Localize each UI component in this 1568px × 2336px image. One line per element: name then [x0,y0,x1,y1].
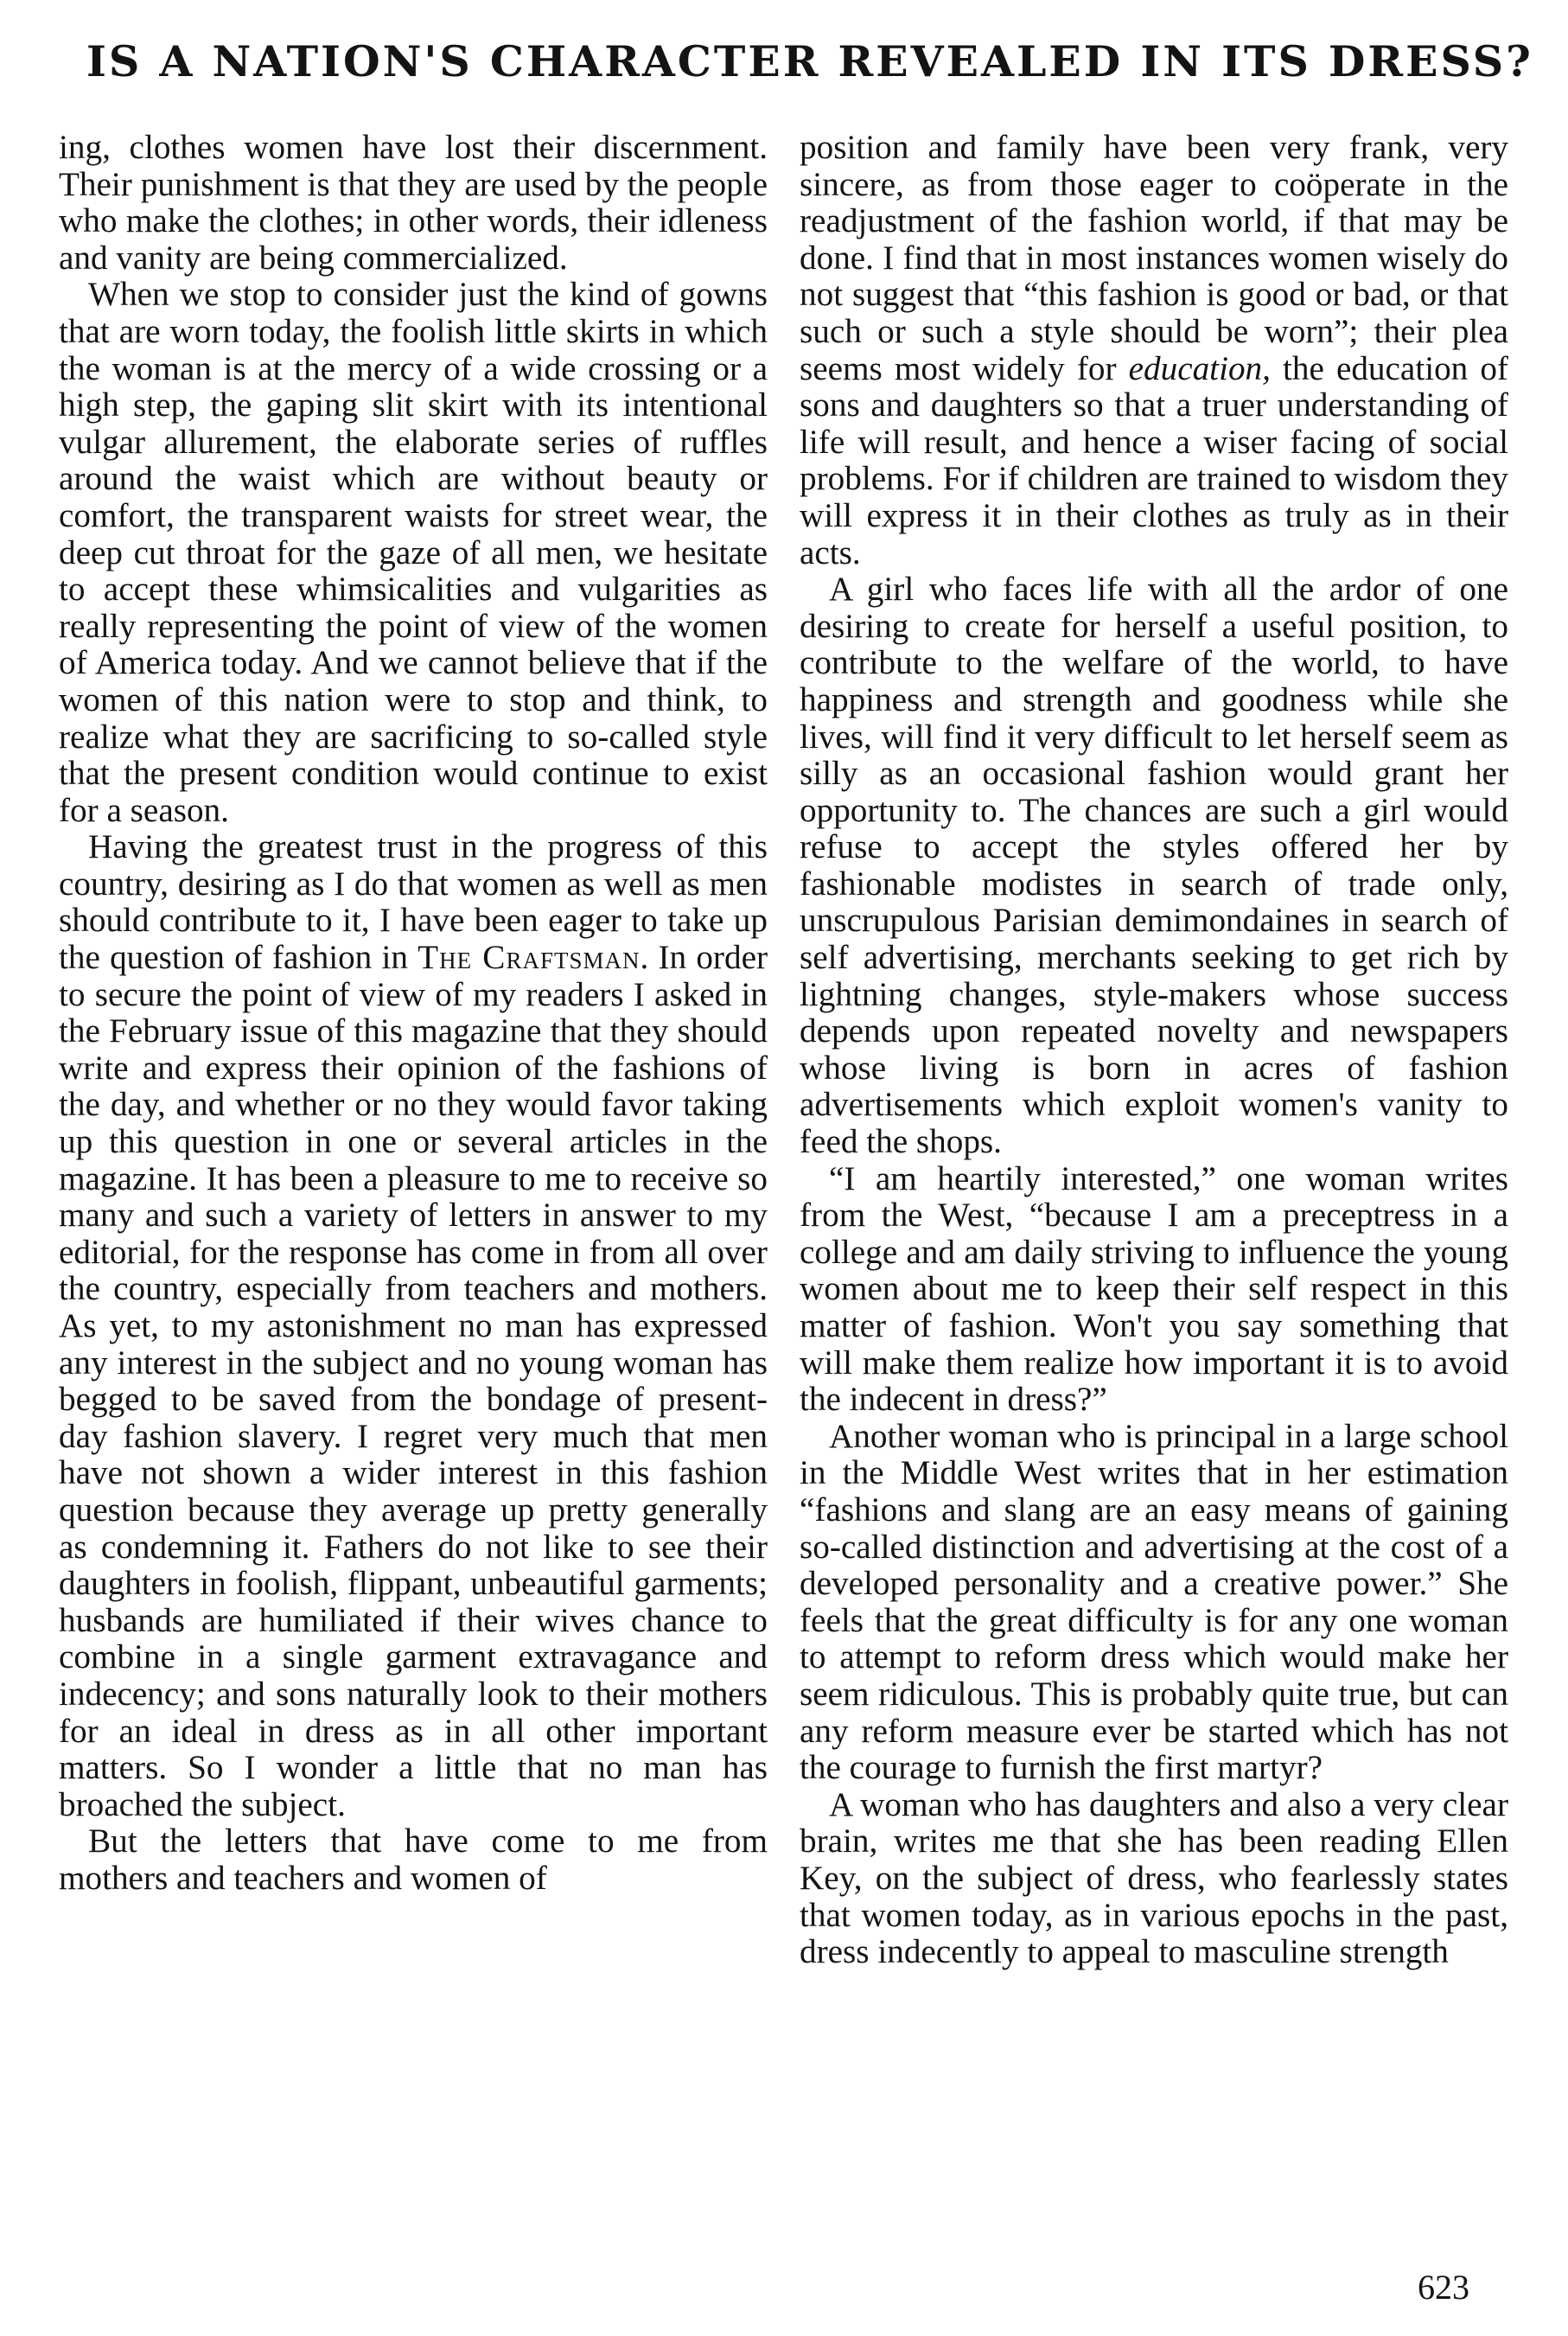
right-column [800,130,1508,1971]
left-paragraph-3-end: . In order to secure the point of view of my readers I asked in the February issue of this magazine that they should write and express their opinion of the fashions of the day, and whether or no they would favor taking up this question in one or several articles in the magazine. It has been a pleasure to me to receive so many and such a variety of letters in answer to my editorial, for the response has come in from all over the country, especially from teachers and mothers. As yet, to my astonishment no man has expressed any interest in the subject and no young woman has begged to be saved from the bondage of present-day fashion slavery. I regret very much that men have not shown a wider interest in this fashion question because they average up pretty generally as condemning it. Fathers do not like to see their daughters in foolish, flippant, unbeautiful garments; husbands are humiliated if their wives chance to combine in a single garment extravagance and indecency; and sons naturally look to their mothers for an ideal in dress as in all other important matters. So I wonder a little that no man has broached the subject. [59,939,768,1823]
right-paragraph-3: “I am heartily interested,” one woman writes from the West, “because I am a preceptress in a college and am daily striving to influence the young women about me to keep their self respect in this matter of fashion. Won't you say something that will make them realize how important it is to avoid the indecent in dress?” [800,1159,1508,1419]
emphasis-education: education, [1128,349,1271,387]
running-head: IS A NATION'S CHARACTER REVEALED IN ITS DRESS? [86,36,1533,86]
right-paragraph-2: A girl who faces life with all the ardor of one desiring to create for herself a useful position, to contribute to the welfare of the world, to have happiness and strength and goodness while she lives, will find it very difficult to let herself seem as silly as an occasional fashion would grant her opportunity to. The chances are such a girl would refuse to accept the styles offered her by fashionable modistes in search of trade only, unscrupulous Parisian demimondaines in search of self advertising, merchants seeking to get rich by lightning changes, style-makers whose success depends upon repeated novelty and newspapers whose living is born in acres of fashion advertisements which exploit women's vanity to feed the shops. [800,571,1508,1161]
right-paragraph-4: Another woman who is principal in a large school in the Middle West writes that in her estimation “fashions and slang are an easy means of gaining so-called distinction and advertising at the cost of a developed personality and a creative power.” She feels that the great difficulty is for any one woman to attempt to reform dress which would make her seem ridiculous. This is probably quite true, but can any reform measure ever be started which has not the courage to furnish the first martyr? [800,1417,1508,1787]
page-number: 623 [1418,2268,1469,2307]
left-paragraph-3-start: Having the greatest trust in the progress of this country, desiring as I do that women as well as men should contribute to it, I have been eager to take up the question of fashion in [59,828,768,977]
left-paragraph-3 [59,829,768,1823]
right-paragraph-1-start: position and family have been very frank, very sincere, as from those eager to coöperate in the readjustment of the fashion world, if that may be done. I find that in most instances women wisely do not suggest that “this fashion is good or bad, or that such or such a style should be worn”; their plea seems most widely for [800,129,1508,387]
left-paragraph-1: ing, clothes women have lost their discernment. Their punishment is that they are used by the people who make the clothes; in other words, their idleness and vanity are being commercialized. [59,129,768,277]
right-paragraph-1 [800,130,1508,571]
left-paragraph-2: When we stop to consider just the kind of gowns that are worn today, the foolish little skirts in which the woman is at the mercy of a wide crossing or a high step, the gaping slit skirt with its intentional vulgar allurement, the elaborate series of ruffles around the waist which are without beauty or comfort, the transparent waists for street wear, the deep cut throat for the gaze of all men, we hesitate to accept these whimsicalities and vulgarities as really representing the point of view of the women of America today. And we cannot believe that if the women of this nation were to stop and think, to realize what they are sacrificing to so-called style that the present condition would continue to exist for a season. [59,276,768,829]
left-column [59,130,768,1898]
magazine-name: The Craftsman [417,939,641,977]
left-paragraph-4: But the letters that have come to me from mothers and teachers and women of [59,1822,768,1897]
right-paragraph-1-end: the education of sons and daughters so that a truer understanding of life will result, and hence a wiser facing of social problems. For if children are trained to wisdom they will express it in their clothes as truly as in their acts. [800,349,1508,571]
right-paragraph-5: A woman who has daughters and also a very clear brain, writes me that she has been reading Ellen Key, on the subject of dress, who fearlessly states that women today, as in various epochs in the past, dress indecently to appeal to masculine strength [800,1785,1508,1971]
